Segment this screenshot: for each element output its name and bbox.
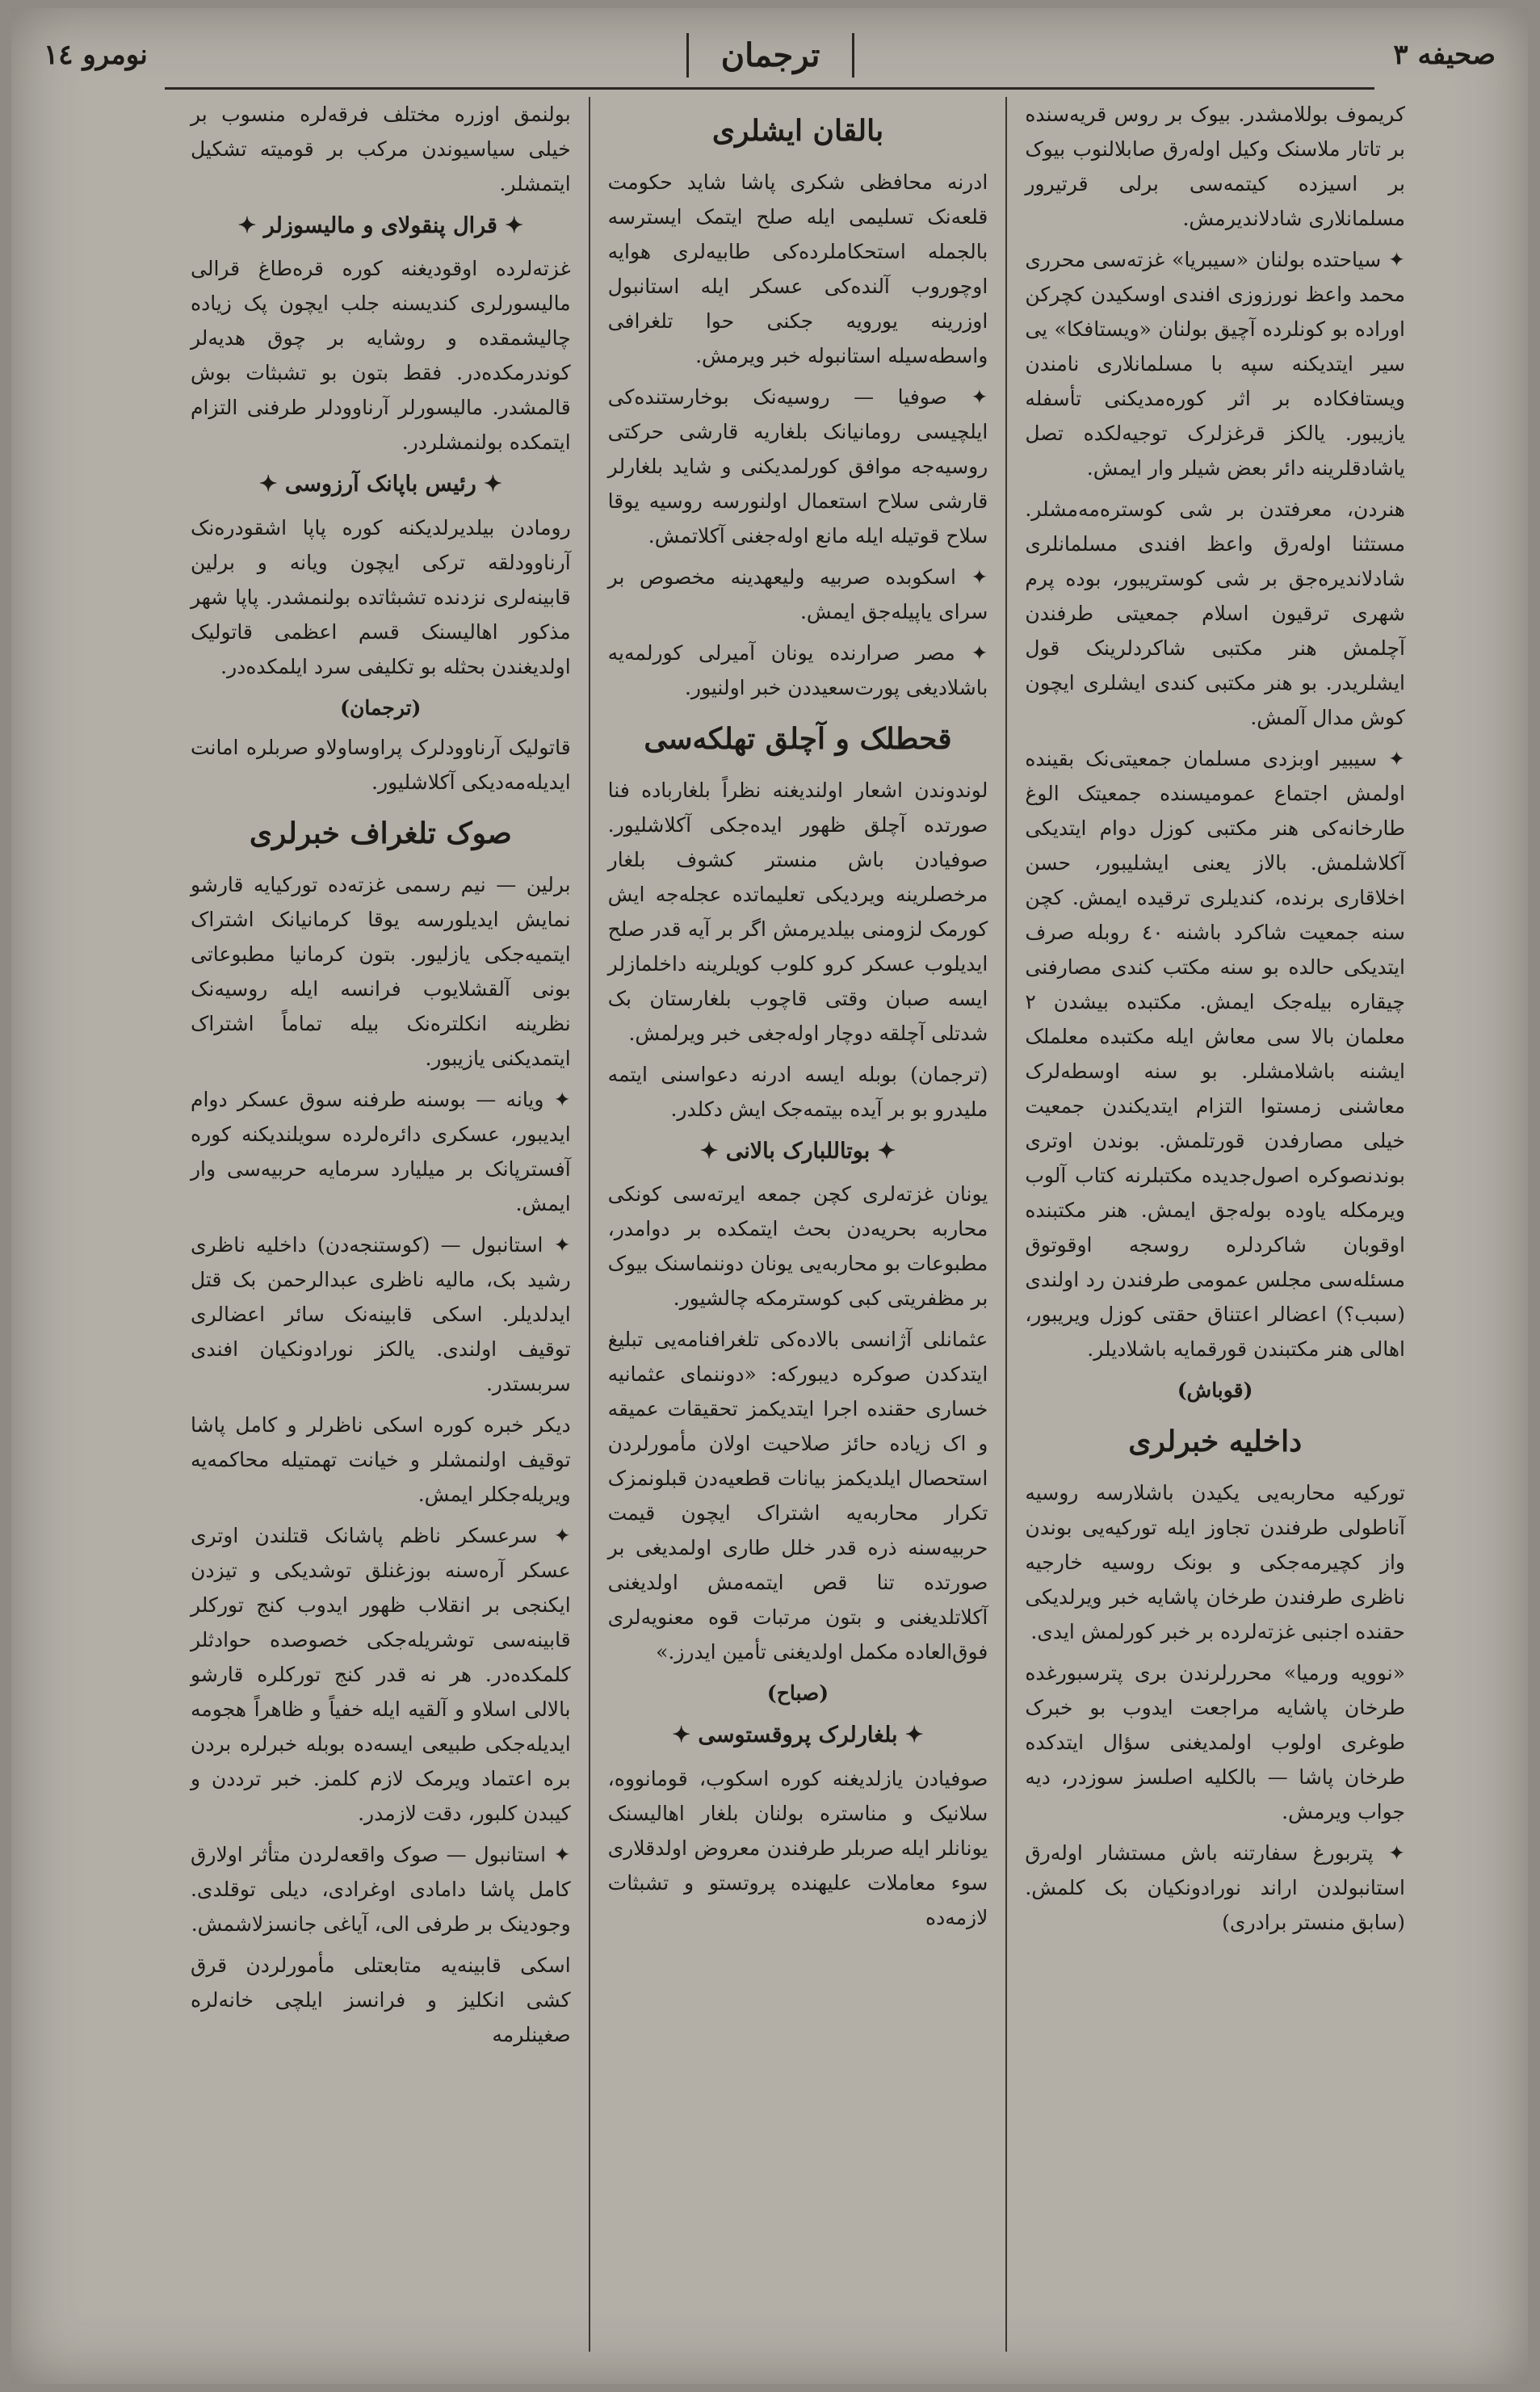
paragraph: یونان غزته‌لری کچن جمعه ایرته‌سی کونکی محاربه بحریه‌دن بحث ایتمکده بر دوامدر، مطبوعات بو محاربه‌یی یونان دوننماسنک بیوک بر مظفریتی کبی کوسترمکه چالشیور. bbox=[607, 1182, 988, 1311]
subsection-heading: ✦ بوتاللبارک بالانی ✦ bbox=[699, 1138, 896, 1164]
paragraph: لوندوندن اشعار اولندیغنه نظراً بلغاربادە فنا صورتده آچلق ظهور ایده‌جکی آکلاشلیور. صوفیادن باش منستر کشوف بلغار مرخصلرینه ویردیکی تعلیماتده عجله‌جه ایش کورمک لزومنی بیلدیرمش اگر بر آیه قدر صلح ایدیلوب عسکر کرو کلوب کویلرینه داخلمازلر ایسه صبان وقتی قاچوب بلغارستان بک شدتلی آچلقه دوچار اوله‌جغی خبر ویرلمش. bbox=[607, 778, 988, 1045]
source-signature: (صباح) bbox=[766, 1681, 829, 1706]
section-heading: بالقان ایشلری bbox=[711, 114, 884, 148]
paragraph: ✦ سیاحتده بولنان «سیبریا» غزته‌سی محرری محمد واعظ نورزوزی افندی اوسکیدن کچرکن اوراده بو کونلرده آچیق بولنان «ویستافکا» یی سیر ایتدیکنه سپه با مسلمانلاری نامندن ویستافکاده بر اثر کوره‌مدیکنی تأسفله یازیبور. یالکز قرغزلرک توجیه‌لکده تصل یاشادقلرینه دائر بعض شیلر وار ایمش. bbox=[1025, 248, 1405, 480]
newspaper-page bbox=[11, 8, 1528, 2384]
subsection-heading: ✦ رئیس باپانک آرزوسی ✦ bbox=[258, 472, 502, 497]
paragraph: بولنمق اوزره مختلف فرقه‌لره منسوب بر خیلی سیاسیوندن مرکب بر قومیته تشکیل ایتمشلر. bbox=[190, 103, 571, 195]
paragraph: اسکی قابینه‌یه متابعتلی مأمورلردن قرق کشی انکلیز و فرانسز ایلچی خانه‌لره صغینلرمه bbox=[190, 1953, 571, 2046]
column-middle bbox=[590, 97, 1008, 2352]
paragraph: ✦ استانبول — صوک واقعه‌لردن متأثر اولارق کامل پاشا دامادی اوغرادی، دیلی توقلدی. وجودینک بر طرفی الی، آیاغی جانسزلاشمش. bbox=[190, 1842, 571, 1936]
paragraph: ✦ مصر صرارنده یونان آمیرلی کورلمه‌یه باشلادیغی پورت‌سعیددن خبر اولنیور. bbox=[607, 640, 988, 699]
source-signature: (قوباش) bbox=[1177, 1379, 1253, 1402]
paragraph: غزته‌لرده اوقودیغنه کوره قره‌طاغ قرالی مالیسورلری کندیسنه جلب ایچون پک زیاده چالیشمقده و روشایه بر چوق هدیەلر کوندرمکده‌در. فقط بتون بو تشبثات بوش قالمشدر. مالیسورلر آرناوودلر طرفنی التزام ایتمکده بولنمشلردر. bbox=[190, 257, 571, 455]
subsection-heading: ✦ بلغارلرک پروقستوسی ✦ bbox=[672, 1723, 924, 1748]
paragraph: ✦ پتربورغ سفارتنه باش مستشار اوله‌رق استانبولدن اراند نورادونکیان بک کلمش. (سابق منستر برادری) bbox=[1025, 1840, 1405, 1934]
paragraph: ادرنه محافظی شکری پاشا شاید حکومت قلعه‌نک تسلیمی ایله صلح ایتمک ایسترسه بالجمله استحکاملرده‌کی طابیه‌لری هوایه اوچوروب آلنده‌کی عسکر ایله استانبول اوزرینه یورویه جکنی حوا تلغرافی واسطه‌سیله استانبوله خبر ویرمش. bbox=[607, 170, 988, 367]
paragraph: ✦ سرعسکر ناظم پاشانک قتلندن اوتری عسکر آره‌سنه بوزغنلق توشدیکی و تیزدن ایکنجی بر انقلاب ظهور ایدوب کنج تورکلر قابینه‌سی توشریله‌جکی خصوصده حوادثلر کلمکده‌در. هر نه قدر کنج تورکلره قارشو بالالی اسلاو و آلقیه ایله خفیاً و ظاهراً هجومه ایدیله‌جکی طبیعی ایسه‌ده بوبله خبرلره بردن بره اعتماد ویرمک لازم کلمز. خبر ترددن و کیبدن کلبور، دقت لازمدر. bbox=[190, 1523, 571, 1825]
section-heading: قحطلک و آچلق تهلکه‌سی bbox=[644, 721, 952, 756]
paragraph: دیکر خبره کوره اسکی ناظرلر و کامل پاشا توقیف اولنمشلر و خیانت تهمتیله محاکمه‌یه ویریله‌جکلر ایمش. bbox=[190, 1412, 571, 1506]
paragraph: ✦ ویانه — بوسنه طرفنه سوق عسکر دوام ایدیبور، عسکری دائره‌لرده سویلندیکنه کوره آفسترپانک بر میلیارد سرمایه حربیه‌سی وار ایمش. bbox=[190, 1087, 571, 1215]
paragraph: عثمانلی آژانسی بالاده‌کی تلغرافنامه‌یی تبلیغ ایتدکدن صوکره دیبورکه: «دوننمای عثمانیه خساری حقنده اجرا ایتدیکمز تحقیقات عمیقه و اک زیاده حائز صلاحیت اولان مأمورلردن استحصال ایلدیکمز بیانات قطعیه‌دن قبلونمزک تکرار محاربه‌یه اشتراک ایچون قیمت حربیه‌سنه ذره قدر خلل طاری اولمدیغی بر صورتده تنا قص ایتمه‌مش اولدیغنی آکلاتلدیغنی و بتون مرتبات قوه معنویه‌لری فوق‌العاده مکمل اولدیغنی تأمین ایدرز.» bbox=[607, 1328, 988, 1664]
paragraph: برلین — نیم رسمی غزته‌ده تورکیایه قارشو نمایش ایدیلورسه یوقا کرمانیانک اشتراک ایتمیه‌جکی یازلیور. بتون کرمانیا مطبوعاتی بونی آلقشلایوب فرانسه ایله روسیه‌نک نظرینه انکلتره‌نک بیله تماماً اشتراک ایتمدیکنی یازیبور. bbox=[190, 872, 571, 1070]
paragraph: کریموف بوللامشدر. بیوک بر روس قریه‌سنده بر تاتار ملاسنک وکیل اولەرق صابلالنوب بیوک بر اسیزده کیتمه‌سی برلی قرتیرور مسلمانلاری شادلاندیرمش. bbox=[1025, 103, 1405, 230]
section-heading: داخلیه خبرلری bbox=[1128, 1425, 1303, 1458]
header-rule bbox=[165, 87, 1374, 90]
paragraph: ✦ صوفیا — روسیه‌نک بوخارستنده‌کی ایلچیسی رومانیانک بلغاریه قارشی حرکتی روسیه‌جه موافق کورلمدیکنی و شاید بلغارلر قارشی سلاح استعمال اولنورسه روسیه یوقا سلاح قوتیله ایله مانع اوله‌جغنی آکلاتمش. bbox=[607, 384, 988, 548]
paragraph: قاتولیک آرناوودلرک پراوساولاو صربلره امانت ایدیله‌مه‌دیکی آکلاشلیور. bbox=[190, 735, 571, 794]
paragraph: ✦ سیبیر اوبزدی مسلمان جمعیتی‌نک بقینده اولمش اجتماع عمومیسنده جمعیتک الوغ طارخانه‌کی هنر مکتبی کوزل دوام ایتدیکی آکلاشلمش. بالاز یعنی ایشلیبور، حسن اخلاقاری برنده، کندیلری ترقیده ایمش. کچن سنه جمعیت شاکرد باشنه ٤٠ روبله صرف ایتدیکی حالده بو سنه مکتب کندی مصارفنی چیقاره بیله‌جک ایمش. مکتبده بیشدن ٢ معلمان بالا سی معاش ایله مکتبده معلملک ایشنه باشلامشلر. بو سنه اوسطه‌لرک معاشنی زمستوا التزام ایتدیکندن جمعیت خیلی مصارفدن قورتلمش. بوندن اوتری بوندنصوکره اصول‌جدیده مکتبلرنه کتاب آلوب ویرمکله یاوده بوله‌جق ایمش. هنر مکتبنده اوقوبان شاکردلره روسجه اوقوتوق مسئله‌سی مجلس عمومی طرفندن رد اولندی (سبب؟) اعضالر اعتناق حقتی کوزل ویریبور، اهالی هنر مکتبندن قورقمایه باشلادیلر. bbox=[1025, 747, 1405, 1361]
paragraph: رومادن بیلدیرلدیکنه کوره پاپا اشقودره‌نک آرناوودلقه ترکی ایچون ویانه و برلین قابینه‌لری نزدنده تشبثاتده بولنمشدر. پاپا شهر مذکور اهالیسنک قسم اعظمی قاتولیک اولدیغندن بحثله بو تکلیفی سرد ایلمکده‌در. bbox=[190, 515, 571, 678]
masthead-title: ترجمان bbox=[686, 33, 855, 78]
page-header bbox=[44, 23, 1496, 87]
paragraph: صوفیادن یازلدیغنه کوره اسکوب، قومانووه، سلانیک و مناستره بولنان بلغار اهالیسنک یونانلر ایله صربلر طرفندن معروض اولدقلاری سوء معاملات علیهنده پروتستو و تشبثات لازمه‌ده bbox=[607, 1766, 988, 1929]
subsection-heading: ✦ قرال پنقولای و مالیسوزلر ✦ bbox=[237, 213, 523, 238]
paragraph: (ترجمان) بوبله ایسه ادرنه دعواسنی ایتمه ملیدرو بو بر آیده بیتمه‌جک ایش دکلدر. bbox=[607, 1062, 988, 1121]
column-right bbox=[1007, 97, 1423, 2352]
page-number: صحیفه ٣ bbox=[1393, 39, 1496, 71]
source-signature: (ترجمان) bbox=[340, 695, 422, 720]
article-columns bbox=[173, 97, 1423, 2352]
issue-number: نومرو ١٤ bbox=[44, 39, 148, 71]
section-heading: صوک تلغراف خبرلری bbox=[249, 816, 512, 850]
paragraph: ✦ اسکوبده صربیه ولیعهدینه مخصوص بر سرای یاپیله‌جق ایمش. bbox=[607, 564, 988, 623]
paragraph: تورکیه محاربه‌یی یکیدن باشلارسه روسیه آناطولی طرفندن تجاوز ایله تورکیه‌یی بوندن واز کچیرمه‌جکی و بونک روسیه خارجیه ناظری طرفندن طرخان پاشایه خبر ویرلدیکی حقنده اجنبی غزته‌لرده بر خبر کورلمش ایدی. bbox=[1025, 1480, 1405, 1643]
paragraph: ✦ استانبول — (کوستنجه‌دن) داخلیه ناظری رشید بک، مالیه ناظری عبدالرحمن بک قتل ایدلدیلر. اسکی قابینه‌نک سائر اعضالری توقیف اولندی. یالکز نورادونکیان افندی سربستدر. bbox=[190, 1232, 571, 1395]
paragraph: هنردن، معرفتدن بر شی کوستره‌مه‌مشلر. مستثنا اوله‌رق واعظ افندی مسلمانلری شادلاندیره‌جق بر شی کوستریبور، بوده پرم شهری ترقیون اسلام جمعیتی طرفندن آچلمش هنر مکتبی شاکردلرینک قول ایشلریدر. بو هنر مکتبی کندی ایشلری ایچون کوش مدال آلمش. bbox=[1025, 497, 1405, 729]
column-left bbox=[173, 97, 590, 2352]
paragraph: «نوویه ورمیا» محررلرندن بری پترسبورغده طرخان پاشایه مراجعت ایدوب بو خبرک طوغری اولوب اولمدیغنی سؤال ایتدکده طرخان پاشا — بالکلیه اصلسز سوزدر، دیه جواب ویرمش. bbox=[1025, 1660, 1405, 1823]
